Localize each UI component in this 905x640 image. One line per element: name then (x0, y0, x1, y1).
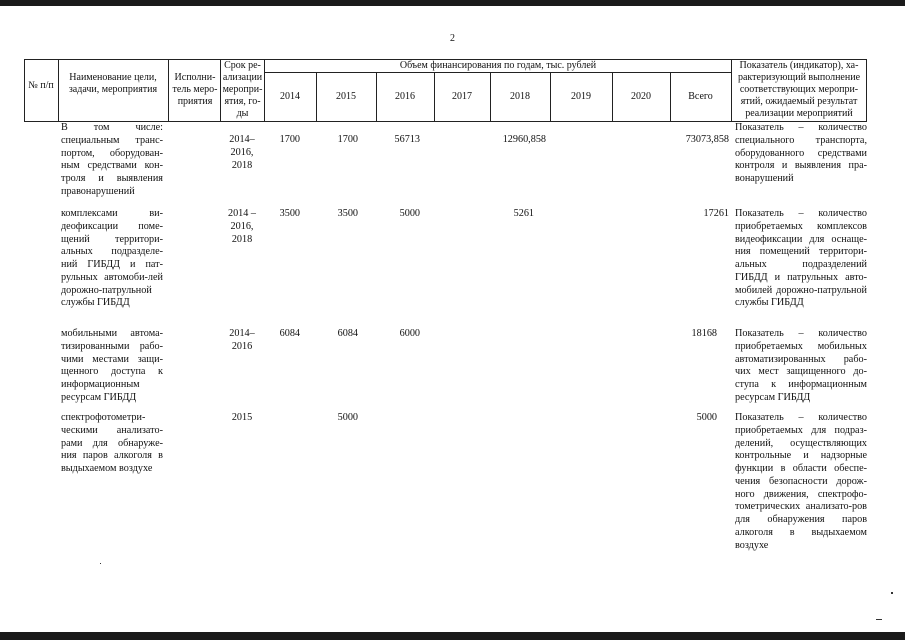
table-row-4-name: спектрофотометри-ческими анализато-рами для обнаруже-ния паров алкоголя в выдыхаемом воздухе (61, 412, 163, 474)
table-row-4-2015: 5000 (337, 412, 358, 423)
scan-bottom-border (0, 632, 905, 640)
scan-speck (100, 563, 101, 564)
header-executor: Исполни-тель меро-приятия (172, 72, 218, 107)
header-funding-group: Объем финансирования по годам, тыс. рублей (399, 60, 597, 71)
header-name: Наименование цели, задачи, мероприятия (68, 72, 158, 95)
header-year-2020: 2020 (631, 91, 651, 102)
table-row-2-2015: 3500 (337, 208, 358, 219)
table-row-4-term: 2015 (231, 412, 253, 423)
header-term: Срок ре-ализации меропри-ятия, го-ды (222, 60, 263, 119)
table-row-2-2014: 3500 (279, 208, 300, 219)
header-num: № п/п (28, 80, 54, 91)
table-row-2-total: 17261 (703, 208, 729, 219)
table-row-2-term: 2014 – 2016, 2018 (227, 208, 256, 245)
scan-top-border (0, 0, 905, 6)
table-row-1-2015: 1700 (337, 134, 358, 145)
table-row-2-2016: 5000 (399, 208, 420, 219)
table-row-1-total: 73073,858 (685, 134, 729, 145)
table-row-4-indicator: Показатель – количество приобретаемых для подраз-делений, осуществляющих контрольные и надзорные функции в области обеспе-чения безопасности дорож-ного движения, спектрофо-тометрических анализато-ров для обнаружения паров алкоголя в выдыхаемом воздухе (735, 412, 867, 551)
table-row-2-2018: 5261 (513, 208, 534, 219)
header-year-2017: 2017 (452, 91, 472, 102)
table-row-2-name: комплексами ви-деофиксации поме-щений территори-альных подразделе-ний ГИБДД и пат-рульных автомоби-лей дорожно-патрульной службы ГИБДД (61, 208, 163, 309)
table-row-3-2016: 6000 (399, 328, 420, 339)
table-row-3-indicator: Показатель – количество приобретаемых мобильных автоматизированных рабо-чих мест защищенного до-ступа к информационным ресурсам ГИБДД (735, 328, 867, 403)
header-year-2018: 2018 (510, 91, 530, 102)
table-row-1-2018: 12960,858 (502, 134, 546, 145)
header-year-2015: 2015 (336, 91, 356, 102)
table-row-1-indicator: Показатель – количество специального транспорта, оборудованного средствами контроля и выявления пра-вонарушений (735, 122, 867, 184)
header-indicator: Показатель (индикатор), ха-рактеризующий выполнение соответствующих меропри-ятий, ожидаемый результат реализации мероприятий (737, 60, 861, 119)
table-row-1-name: В том числе: специальным транс-портом, оборудован-ным средствами кон-троля и выявления правонарушений (61, 122, 163, 197)
table-row-3-name: мобильными автома-тизированными рабо-чими местами защи-щенного доступа к информационным ресурсам ГИБДД (61, 328, 163, 403)
table-row-3-2015: 6084 (337, 328, 358, 339)
header-year-2016: 2016 (395, 91, 415, 102)
header-year-2019: 2019 (571, 91, 591, 102)
table-row-2-indicator: Показатель – количество приобретаемых комплексов видеофиксации для оснаще-ния помещений территори-альных подразделений ГИБДД и патрульных авто-мобилей дорожно-патрульной службы ГИБДД (735, 208, 867, 309)
scan-speck (876, 619, 882, 620)
table-row-3-total: 18168 (691, 328, 717, 339)
header-total: Всего (688, 91, 713, 102)
page-number: 2 (450, 33, 455, 44)
scan-speck (891, 592, 893, 594)
table-row-1-term: 2014–2016, 2018 (229, 134, 255, 171)
table-row-1-2014: 1700 (279, 134, 300, 145)
table-row-1-2016: 56713 (394, 134, 420, 145)
table-row-3-term: 2014–2016 (229, 328, 255, 352)
table-row-4-total: 5000 (696, 412, 717, 423)
table-row-3-2014: 6084 (279, 328, 300, 339)
header-year-2014: 2014 (280, 91, 300, 102)
